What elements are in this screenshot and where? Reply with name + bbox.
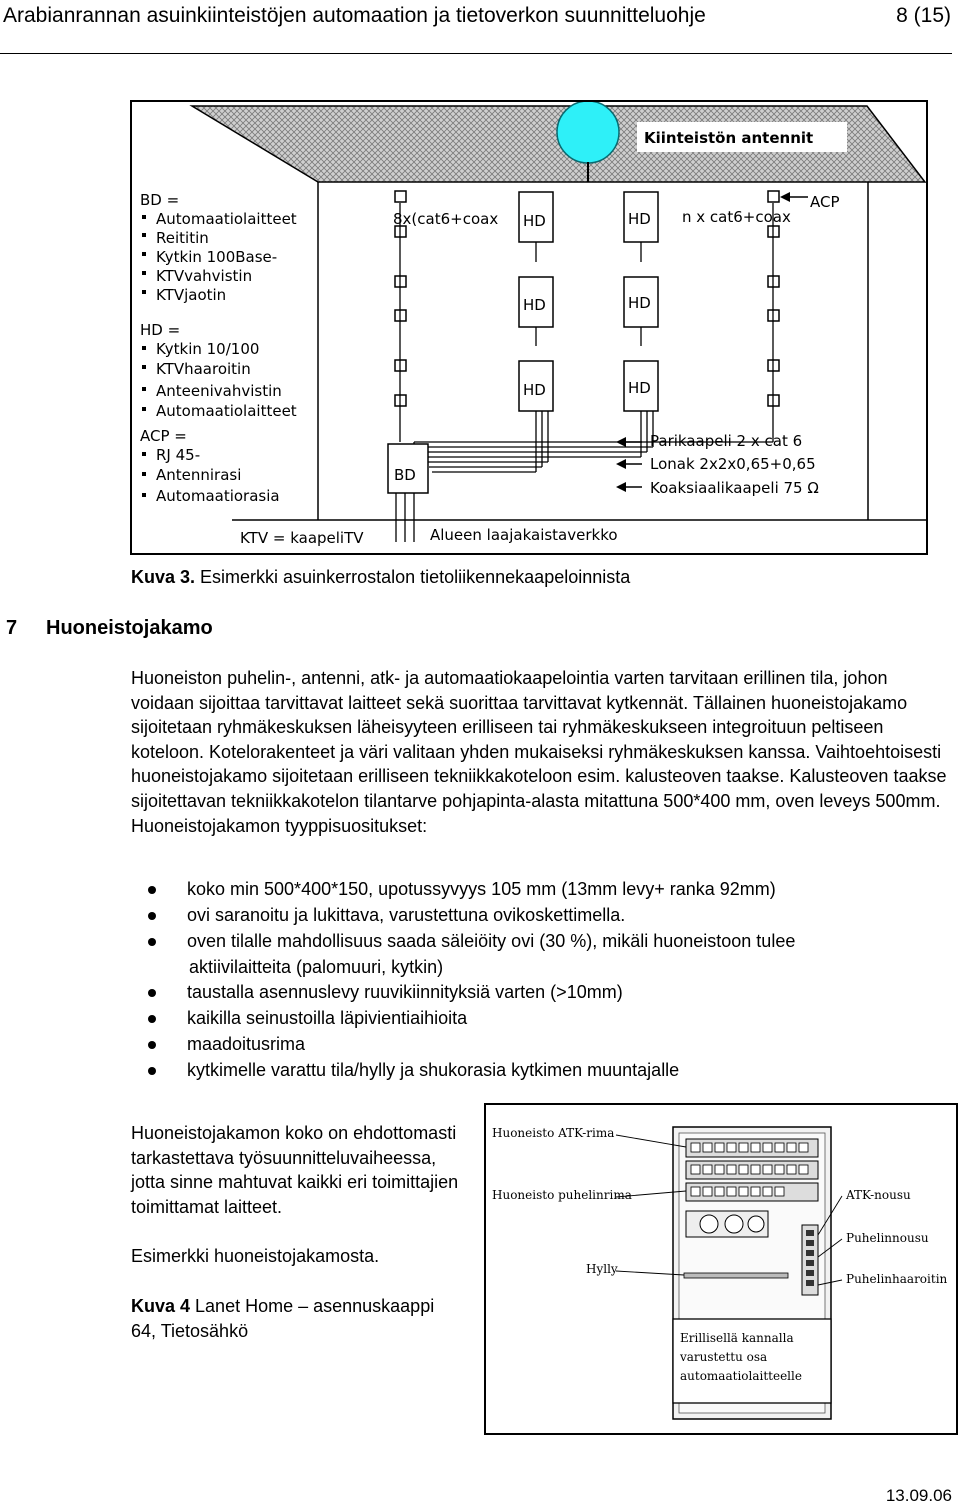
hd-box-label: HD [628,379,651,397]
list-item [131,903,953,929]
hd-box-label: HD [523,212,546,230]
figure-4-caption [131,1294,461,1343]
figure-4-caption-label: Kuva 4 [131,1295,191,1316]
list-item-text: taustalla asennuslevy ruuvikiinnityksiä varten (>10mm) [187,982,623,1003]
bd-box-label: BD [394,466,416,484]
acp-legend-list [142,446,280,505]
acp-arrow-head [780,192,790,202]
bd-legend-item: Kytkin 100Base- [156,248,278,266]
antenna-icon [557,102,619,163]
label-puhelinrima: Huoneisto puhelinrima [492,1188,632,1202]
cable-legend-item: Koaksiaalikaapeli 75 Ω [650,479,819,497]
page-header [3,2,953,42]
body-paragraph: Huoneiston puhelin-, antenni, atk- ja automaatiokaapelointia varten tarvitaan erillinen tila, johon voidaan sijoittaa tarvittavat laitteet sekä suorittaa tarvittavat kytkennät. Tällainen huoneistojakamo sijoitetaan ryhmäkeskuksen läheisyyteen erilliseen tai ryhmäkeskukseen integroituun peltiseen koteloon. Kotelorakenteet ja väri valitaan yhden mukaiseksi ryhmäkeskuksen kanssa. Vaihtoehtoisesti huoneistojakamo sijoitetaan erilliseen tekniikkakoteloon esim. kalusteoven taakse. Kalusteoven taakse sijoitettavan tekniikkakotelon tilantarve pohjapinta-alasta mitattuna 500*400 mm, oven leveys 500mm. Huoneistojakamon tyyppisuositukset: [131,668,947,836]
bullet-icon [148,989,156,997]
bd-legend-list [142,210,297,304]
cabling-diagram-svg [132,102,926,553]
figure-4-caption-text: Lanet Home – asennuskaappi 64, Tietosähkö [131,1295,435,1341]
list-item [131,929,953,980]
hd-legend-item: Kytkin 10/100 [156,340,260,358]
socket-icon [748,1216,764,1232]
list-item [131,980,953,1006]
list-item [131,1032,953,1058]
hd-box-label: HD [628,294,651,312]
network-note: Alueen laajakaistaverkko [430,526,618,544]
figure-3-cabling-diagram [130,100,928,555]
header-page-number: 8 (15) [896,4,951,27]
bullet-icon [148,1041,156,1049]
label-hylly: Hylly [586,1262,618,1276]
bd-legend-title: BD = [140,191,180,209]
socket-icon [725,1215,743,1233]
list-item-text: koko min 500*400*150, upotussyvyys 105 mm (13mm levy+ ranka 92mm) [187,879,776,899]
bd-legend-item: Automaatiolaitteet [156,210,297,228]
cable-legend-item: Lonak 2x2x0,65+0,65 [650,455,816,473]
section-number: 7 [6,617,18,639]
side-paragraph-example: Esimerkki huoneistojakamosta. [131,1246,380,1267]
socket-icon [700,1215,718,1233]
bullet-icon [148,938,156,946]
figure-4-cabinet-photo [484,1103,958,1435]
ktv-note: KTV = kaapeliTV [240,529,364,547]
list-item-continuation: aktiivilaitteita (palomuuri, kytkin) [189,956,444,977]
bullet-icon [148,912,156,920]
bullet-icon [148,886,156,894]
cable-legend-item: Parikaapeli 2 x cat 6 [650,432,803,450]
label-atk-nousu: ATK-nousu [846,1188,911,1202]
bullet-icon [148,1015,156,1023]
hd-legend-item: Anteenivahvistin [156,382,282,400]
bullet-icon [148,1067,156,1075]
list-item-text: kytkimelle varattu tila/hylly ja shukorasia kytkimen muuntajalle [187,1060,680,1081]
list-item-text: ovi saranoitu ja lukittava, varustettuna ovikoskettimella. [187,905,626,925]
label-puhelinhaaroitin: Puhelinhaaroitin [846,1272,948,1286]
bd-legend-item: KTVvahvistin [156,267,253,285]
figure-3-caption-label: Kuva 3. [131,567,196,587]
figure-3-caption [131,567,630,588]
header-title: Arabianrannan asuinkiinteistöjen automaation ja tietoverkon suunnitteluohje [3,4,706,27]
recommendation-list [131,877,953,1084]
hd-box-label: HD [628,210,651,228]
automation-box-text: Erillisellä kannalla [680,1331,794,1345]
hd-legend-list [142,340,297,420]
list-item-text: oven tilalle mahdollisuus saada säleiöity ovi (30 %), mikäli huoneistoon tulee [187,931,796,951]
figure-3-caption-text: Esimerkki asuinkerrostalon tietoliikennekaapeloinnista [195,567,631,587]
acp-legend-item: Automaatiorasia [156,487,280,505]
roof-label: Kiinteistön antennit [644,129,814,147]
side-text [131,1121,461,1368]
list-item [131,1058,953,1084]
bd-feed-lines [396,493,414,542]
cable-left-label: 8x(cat6+coax [393,210,499,228]
header-rule [0,53,952,54]
section-heading [6,617,213,640]
hd-box-label: HD [523,296,546,314]
automation-box-text: varustettu osa [680,1350,768,1364]
list-item [131,877,953,903]
bd-legend-item: Reititin [156,229,209,247]
bd-legend-item: KTVjaotin [156,286,227,304]
hd-box-label: HD [523,381,546,399]
acp-legend-title: ACP = [140,427,187,445]
cabinet-drawing-svg [486,1105,956,1433]
acp-legend-item: Antennirasi [156,466,242,484]
list-item-text: kaikilla seinustoilla läpivientiaihioita [187,1008,468,1029]
hd-legend-item: KTVhaaroitin [156,360,251,378]
cable-legend-heads [616,437,626,492]
footer-date: 13.09.06 [885,1486,952,1505]
list-item [131,1006,953,1032]
cable-right-label: n x cat6+coax [682,208,791,226]
label-puhelinnousu: Puhelinnousu [846,1231,929,1245]
side-paragraph-size-note: Huoneistojakamon koko on ehdottomasti tarkastettava työsuunnitteluvaiheessa, jotta sinne mahtuvat kaikki eri toimittajien toimittamat laitteet. [131,1123,459,1217]
acp-tag: ACP [810,193,840,211]
hd-legend-item: Automaatiolaitteet [156,402,297,420]
section-title: Huoneistojakamo [46,617,213,639]
shelf [684,1273,788,1278]
automation-box-text: automaatiolaitteelle [680,1369,802,1383]
label-atk-rima: Huoneisto ATK-rima [492,1126,615,1140]
list-item-text: maadoitusrima [187,1034,306,1055]
acp-legend-item: RJ 45- [156,446,201,464]
hd-legend-title: HD = [140,321,181,339]
